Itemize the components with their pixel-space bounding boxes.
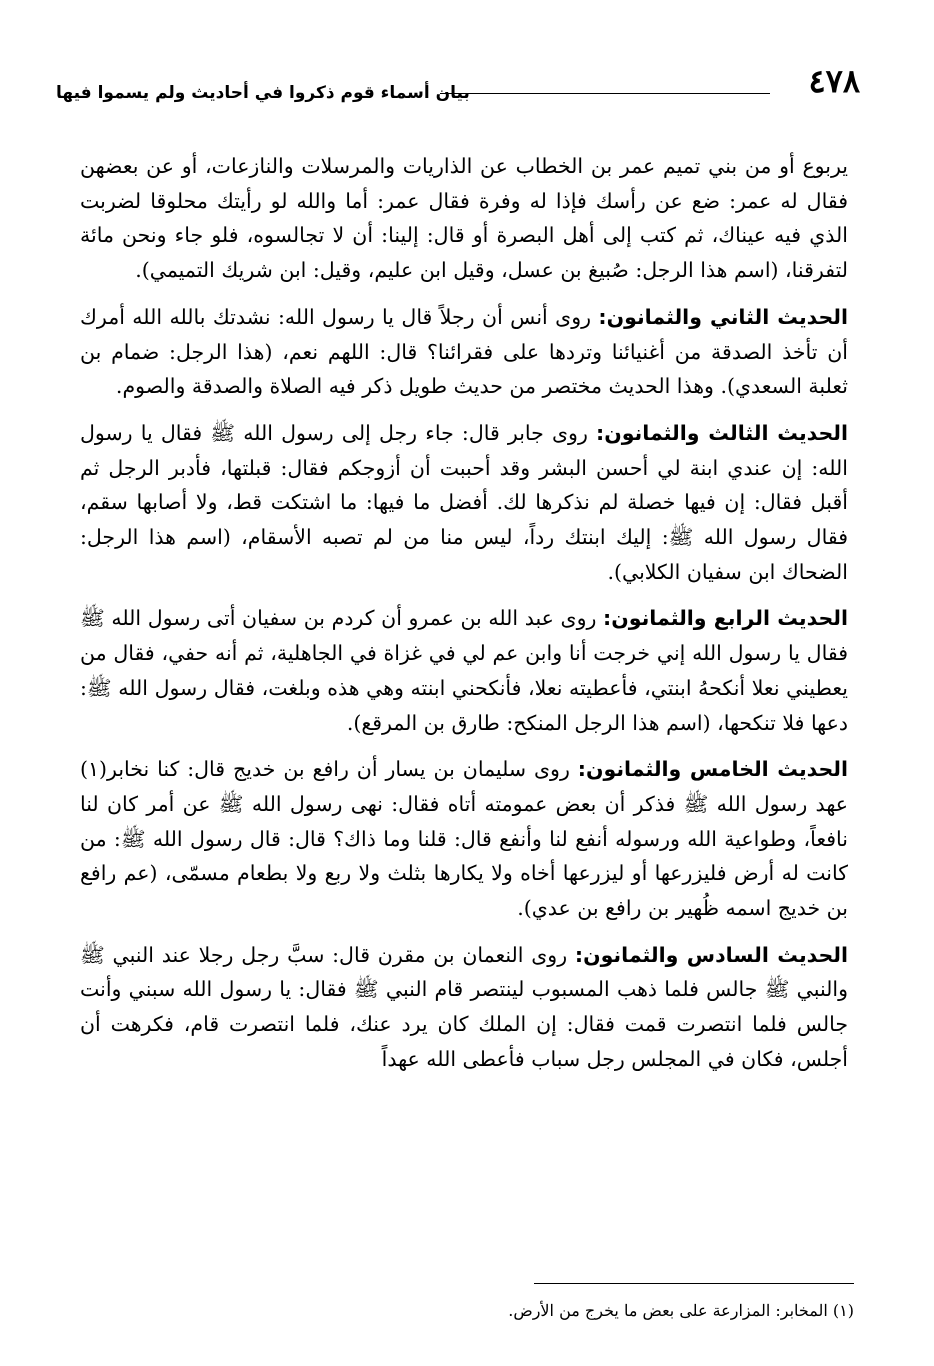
hadith-82 [80, 300, 848, 404]
hadith-heading: الحديث الثالث والثمانون: [596, 420, 848, 445]
paragraph-text: يربوع أو من بني تميم عمر بن الخطاب عن الذاريات والمرسلات والنازعات، أو عن بعضهن فقال له عمر: ضع عن رأسك فإذا له وفرة فقال عمر: أما والله لو رأيتك محلوقا لضربت الذي فيه عيناك، ثم كتب إلى أهل البصرة أو قال: إلينا: أن لا تجالسوه، فلو جاء ونحن مائة لتفرقنا، (اسم هذا الرجل: صُبيغ بن عسل، وقيل ابن عليم، وقيل: ابن شريك التميمي). [80, 154, 848, 283]
hadith-heading: الحديث الخامس والثمانون: [577, 757, 848, 782]
paragraph-text: روى عبد الله بن عمرو أن كردم بن سفيان أتى رسول الله ﷺ فقال يا رسول الله إني خرجت أنا وابن عم لي في غزاة في الجاهلية، ثم أنه حفي، فقال من يعطيني نعلا أنكحهُ ابنتي، فأعطيته نعلا، فأنكحني ابنته وهي هذه وبلغت، فقال رسول الله ﷺ: دعها فلا تنكحها، (اسم هذا الرجل المنكح: طارق بن المرقع). [80, 606, 848, 735]
hadith-85 [80, 752, 848, 926]
footnote: (١) المخابر: المزارعة على بعض ما يخرج من الأرض. [508, 1301, 854, 1320]
paragraph-text: روى أنس أن رجلاً قال يا رسول الله: نشدتك بالله الله أمرك أن تأخذ الصدقة من أغنيائنا وتردها على فقرائنا؟ قال: اللهم نعم، (هذا الرجل: ضمام بن ثعلبة السعدي). وهذا الحديث مختصر من حديث طويل ذكر فيه الصلاة والصدقة والصوم. [80, 304, 848, 399]
page-header [40, 55, 860, 115]
hadith-heading: الحديث السادس والثمانون: [574, 942, 848, 967]
hadith-83 [80, 416, 848, 590]
page-number: ٤٧٨ [808, 62, 860, 100]
paragraph-text: روى جابر قال: جاء رجل إلى رسول الله ﷺ فقال يا رسول الله: إن عندي ابنة لي أحسن البشر وقد أحببت أن أزوجكم فقال: قبلتها، فأدبر الرجل ثم أقبل فقال: إن فيها خصلة لم نذكرها لك. أفضل ما فيها: ما اشتكت قط، ولا أصابها سقم، فقال رسول الله ﷺ: إليك ابنتك رداً، ليس منا من لم تصبه الأسقام، (اسم هذا الرجل: الضحاك ابن سفيان الكلابي). [80, 420, 848, 584]
paragraph-continuation [80, 149, 848, 288]
hadith-86 [80, 938, 848, 1077]
paragraph-text: روى النعمان بن مقرن قال: سبَّ رجل رجلا عند النبي ﷺ والنبي ﷺ جالس فلما ذهب المسبوب لينتصر قام النبي ﷺ فقال: يا رسول الله سبني وأنت جالس فلما انتصرت قمت فقال: إن الملك كان يرد عنك، فلما انتصرت قام، فكرهت أن أجلس، فكان في المجلس رجل سباب فأعطى الله عهداً [80, 942, 848, 1071]
header-rule [440, 93, 770, 94]
hadith-heading: الحديث الرابع والثمانون: [603, 606, 848, 631]
paragraph-text: روى سليمان بن يسار أن رافع بن خديج قال: كنا نخابر(١) عهد رسول الله ﷺ فذكر أن بعض عمومته أتاه فقال: نهى رسول الله ﷺ عن أمر كان لنا نافعاً، وطواعية الله ورسوله أنفع لنا وأنفع قال: قلنا وما ذاك؟ قال: قال رسول الله ﷺ: من كانت له أرض فليزرعها أو ليزرعها أخاه ولا يكارها بثلث ولا ربع ولا بطعام مسمّى، (عم رافع بن خديج اسمه ظُهير بن رافع بن عدي). [80, 757, 848, 921]
running-title: بيان أسماء قوم ذكروا في أحاديث ولم يسموا فيها [56, 83, 470, 103]
hadith-84 [80, 601, 848, 740]
body-text [80, 149, 848, 1259]
footnote-rule [534, 1283, 854, 1284]
hadith-heading: الحديث الثاني والثمانون: [598, 304, 848, 329]
